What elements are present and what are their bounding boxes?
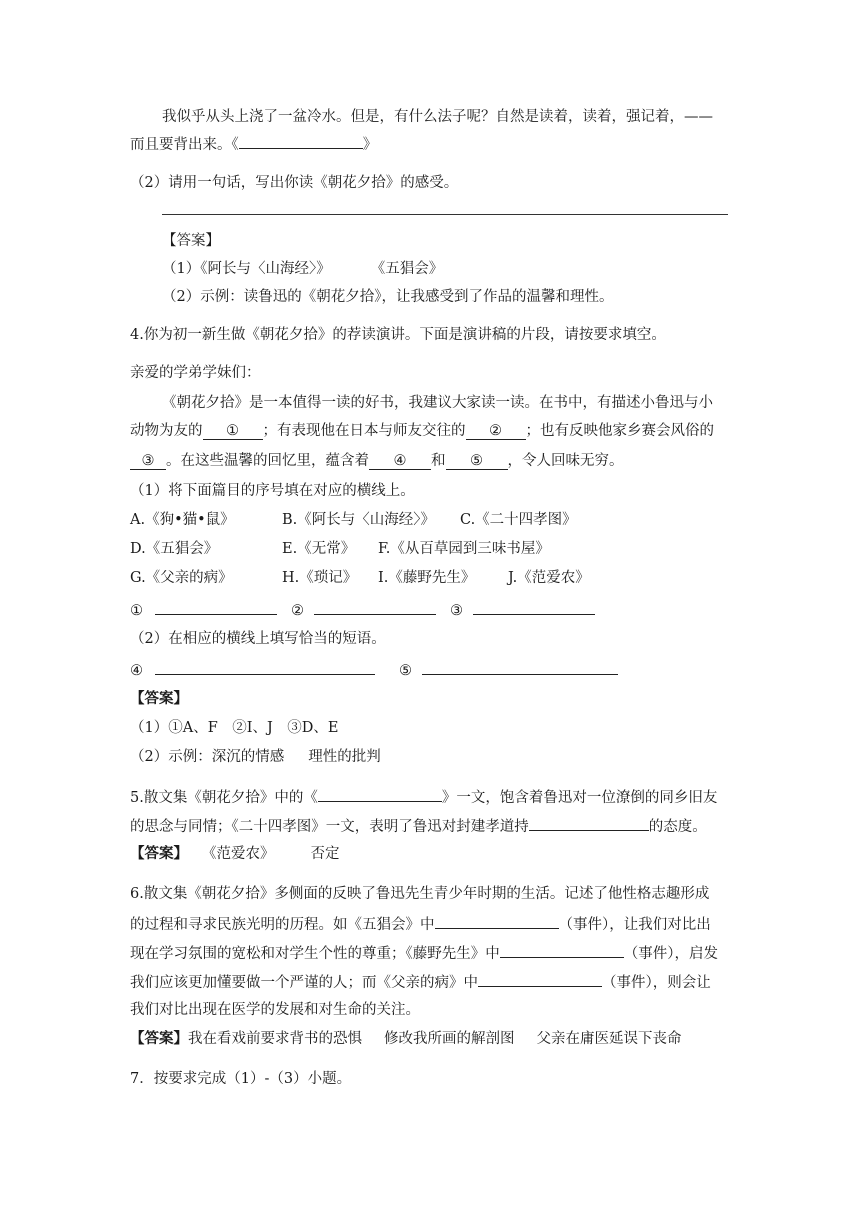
option-e: E.《无常》 [282,541,356,557]
option-i: I.《藤野先生》 [378,570,476,586]
q4-sub1-prompt: （1）将下面篇目的序号填在对应的横线上。 [130,483,415,499]
q4-speech-line-3b: 和 [431,453,446,469]
q3-answer-1a: （1）《阿长与〈山海经〉》 [162,261,331,277]
q3-answer-heading: 【答案】 [162,233,220,249]
q4-answer-1: （1）①A、F ②I、J ③D、E [130,720,339,736]
passage-line-2-close: 》 [362,137,378,153]
q4-speech-line-2b: ；有表现他在日本与师友交往的 [262,423,466,439]
q4-speech-line-1: 《朝花夕拾》是一本值得一读的好书，我建议大家读一读。在书中，有描述小鲁迅与小 [162,395,713,411]
q6-answer-heading: 【答案】 [130,1030,188,1047]
q6-line-4 [130,970,711,994]
q3-answer-1 [162,258,443,280]
passage-line-1: 我似乎从头上浇了一盆冷水。但是，有什么法子呢？自然是读着，读着，强记着，—— [162,109,713,125]
marker-3: ③ [450,603,463,619]
option-g: G.《父亲的病》 [130,570,233,586]
q6-line-4b: （事件），则会让 [602,975,711,991]
passage-line-2 [130,132,377,156]
q6-line-2a: 的过程和寻求民族光明的历程。如《五猖会》中 [130,917,435,933]
option-d: D.《五猖会》 [130,541,219,557]
marker-4: ④ [130,663,143,679]
q6-answer-a: 我在看戏前要求背书的恐惧 [188,1031,362,1047]
q4-sub2-prompt: （2）在相应的横线上填写恰当的短语。 [130,631,386,647]
q5-line-2b: 的态度。 [648,819,707,835]
fill-row-2 [130,658,618,682]
q7-title: 7．按要求完成（1）-（3）小题。 [130,1071,352,1087]
q6-line-3b: （事件），启发 [623,946,718,962]
fill-line-1 [155,598,277,615]
q4-speech-line-2c: ；也有反映他家乡赛会风俗的 [525,423,714,439]
q6-line-1: 6.散文集《朝花夕拾》多侧面的反映了鲁迅先生青少年时期的生活。记述了他性格志趣形成 [130,886,710,902]
q3-sub2-prompt: （2）请用一句话，写出你读《朝花夕拾》的感受。 [130,175,459,191]
q5-answer-b: 否定 [310,846,340,862]
q6-answer-c: 父亲在庸医延误下丧命 [536,1031,682,1047]
q6-answer-b: 修改我所画的解剖图 [384,1031,515,1047]
title-blank [239,132,363,149]
q5-line-1b: 》一文，饱含着鲁迅对一位潦倒的同乡旧友 [441,790,718,806]
marker-1: ① [130,603,143,619]
q3-answer-2: （2）示例：读鲁迅的《朝花夕拾》，让我感受到了作品的温馨和理性。 [162,289,614,305]
blank-3: ③ [130,453,166,470]
q4-answer-2 [130,746,381,768]
q4-speech-line-3a: 。在这些温馨的回忆里，蕴含着 [166,453,369,469]
blank-1: ① [203,423,263,440]
q6-line-4a: 我们应该更加懂要做一个严谨的人；而《父亲的病》中 [130,975,478,991]
q6-blank-3 [478,970,602,987]
q4-greeting: 亲爱的学弟学妹们： [130,365,261,381]
q4-speech-line-3c: ，令人回味无穷。 [507,453,624,469]
fill-line-4 [155,658,375,675]
option-f: F.《从百草园到三味书屋》 [378,541,550,557]
q5-answer-heading: 【答案】 [130,845,188,862]
fill-row-1 [130,598,595,622]
blank-5: ⑤ [446,453,508,470]
q6-line-5: 我们对比出现在医学的发展和对生命的关注。 [130,1002,420,1018]
q4-speech-line-2a: 动物为友的 [130,423,203,439]
marker-2: ② [291,603,304,619]
q5-line-2a: 的思念与同情；《二十四孝图》一文，表明了鲁迅对封建孝道持 [130,819,529,835]
q6-answer [130,1028,682,1050]
q5-line-1 [130,785,717,809]
q6-blank-1 [435,912,559,929]
q6-line-2 [130,912,711,936]
fill-line-3 [473,598,595,615]
q5-blank-1 [318,785,442,802]
option-a: A.《狗•猫•鼠》 [130,512,235,528]
blank-2: ② [466,423,526,440]
fill-line-2 [314,598,436,615]
passage-line-2-text: 而且要背出来。《 [130,137,239,153]
fill-line-5 [422,658,618,675]
option-h: H.《琐记》 [282,570,358,586]
option-b: B.《阿长与〈山海经〉》 [282,512,436,528]
answer-line [162,214,728,215]
q4-answer-2a: （2）示例：深沉的情感 [130,749,285,765]
q3-answer-1b: 《五猖会》 [370,261,444,277]
q5-answer-a: 《范爱农》 [202,846,275,862]
q5-line-1a: 5.散文集《朝花夕拾》中的《 [130,790,318,806]
option-c: C.《二十四孝图》 [460,512,577,528]
q4-title: 4.你为初一新生做《朝花夕拾》的荐读演讲。下面是演讲稿的片段，请按要求填空。 [130,327,666,343]
marker-5: ⑤ [399,663,412,679]
q5-blank-2 [529,814,649,831]
q6-blank-2 [500,941,624,958]
q6-line-3 [130,941,718,965]
option-j: J.《范爱农》 [508,570,590,586]
q4-speech-line-2 [130,420,714,442]
blank-4: ④ [369,453,431,470]
q5-answer [130,843,340,865]
q6-line-3a: 现在学习氛围的宽松和对学生个性的尊重；《藤野先生》中 [130,946,500,962]
q5-line-2 [130,814,707,838]
q4-speech-line-3 [130,450,624,472]
q4-answer-2b: 理性的批判 [308,749,381,765]
q4-answer-heading: 【答案】 [130,690,188,707]
q6-line-2b: （事件），让我们对比出 [558,917,711,933]
